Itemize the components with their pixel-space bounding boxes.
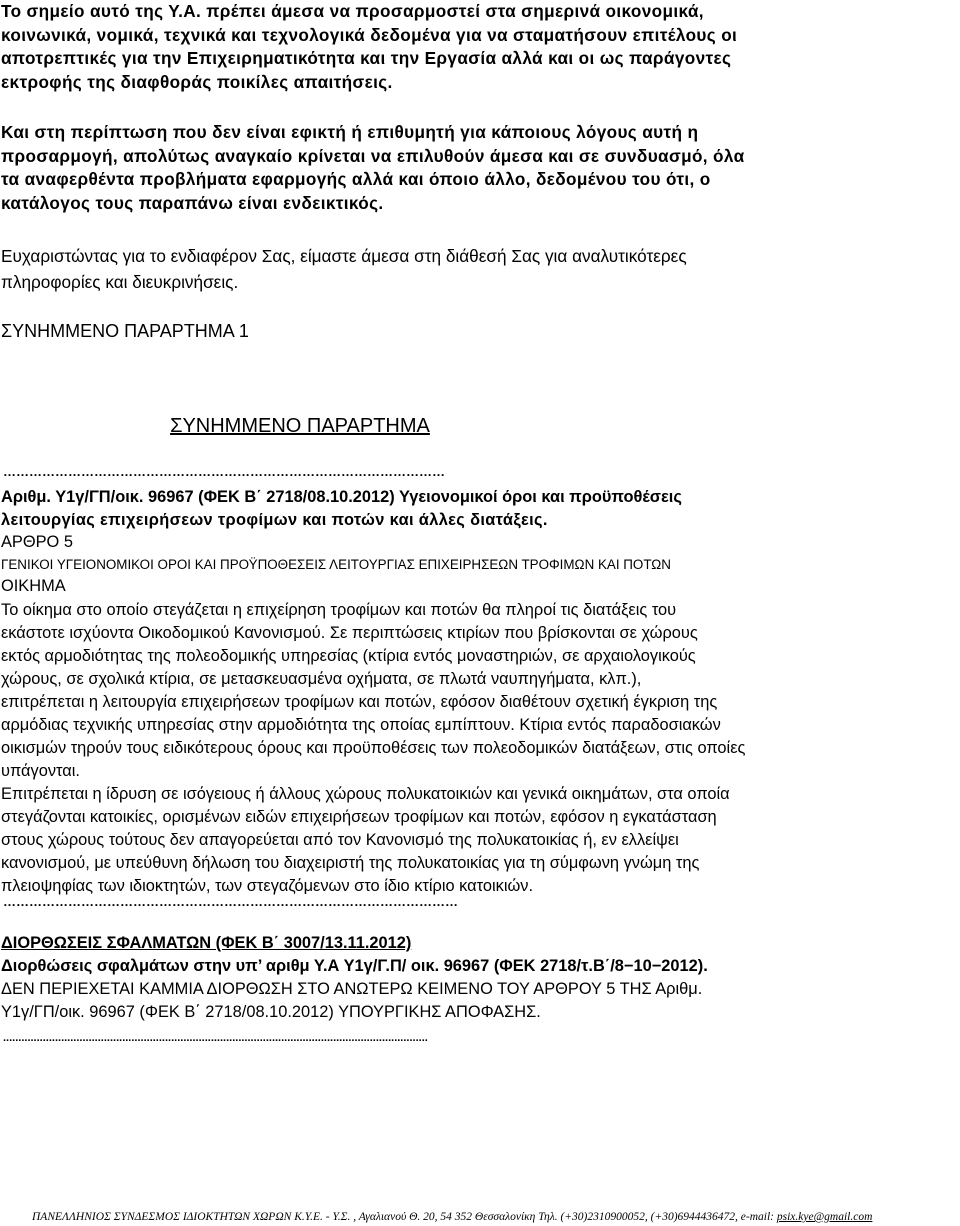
text-line: Το σημείο αυτό της Υ.Α. πρέπει άμεσα να προσαρμοστεί στα σημερινά οικονομικά, <box>1 1 704 21</box>
text-line: υπάγονται. <box>1 762 80 780</box>
text-line: στους χώρους τούτους δεν απαγορεύεται από τον Κανονισμό της πολυκατοικίας ή, εν ελλείψει <box>1 831 679 849</box>
text-line: κοινωνικά, νομικά, τεχνικά και τεχνολογικά δεδομένα για να σταματήσουν επιτέλους οι <box>1 24 738 45</box>
text-line: εκάστοτε ισχύοντα Οικοδομικού Κανονισμού. Σε περιπτώσεις κτιρίων που βρίσκονται σε χώρους <box>1 624 698 642</box>
text-line: Το οίκημα στο οποίο στεγάζεται η επιχείρηση τροφίμων και ποτών θα πληροί τις διατάξεις του <box>1 601 677 619</box>
corrections-title: ΔΙΟΡΘΩΣΕΙΣ ΣΦΑΛΜΑΤΩΝ (ΦΕΚ Β΄ 3007/13.11.2012) <box>1 934 412 952</box>
article-number: ΑΡΘΡΟ 5 <box>1 533 73 551</box>
legal-reference <box>1 486 957 532</box>
text-line: αποτρεπτικές για την Επιχειρηματικότητα και την Εργασία αλλά και οι ως παράγοντες <box>1 48 732 69</box>
footer-email-link[interactable]: psix.kye@gmail.com <box>776 1211 873 1223</box>
text-line: προσαρμογή, απολύτως αναγκαίο κρίνεται να επιλυθούν άμεσα και σε συνδυασμό, όλα <box>1 145 745 166</box>
text-line: τα αναφερθέντα προβλήματα εφαρμογής αλλά και όποιο άλλο, δεδομένου του ότι, ο <box>1 169 711 190</box>
page-footer <box>32 1210 958 1224</box>
text-line: επιτρέπεται η λειτουργία επιχειρήσεων τροφίμων και ποτών, εφόσον διαθέτουν σχετική έγκριση της <box>1 693 718 711</box>
text-line: Επιτρέπεται η ίδρυση σε ισόγειους ή άλλους χώρους πολυκατοικιών και γενικά οικημάτων, στα οποία <box>1 785 730 803</box>
text-line: Αριθμ. Υ1γ/ΓΠ/οικ. 96967 (ΦΕΚ Β΄ 2718/08.10.2012) Υγειονομικοί όροι και προϋποθέσεις <box>1 488 682 506</box>
text-line: λειτουργίας επιχειρήσεων τροφίμων και ποτών και άλλες διατάξεις. <box>1 511 548 529</box>
text-line: οικισμών τηρούν τους ειδικότερους όρους και προϋποθέσεις των πολεοδομικών διατάξεων, στις οποίες <box>1 739 746 757</box>
text-line: κανονισμού, με υπεύθυνη δήλωση του διαχειριστή της πολυκατοικίας για τη σύμφωνη γνώμη της <box>1 854 700 872</box>
thanks-paragraph <box>1 243 957 295</box>
second-paragraph <box>1 121 957 216</box>
text-line: αρμόδιας τεχνικής υπηρεσίας στην αρμοδιότητα της οποίας εμπίπτουν. Κτίρια εντός παραδοσιακών <box>1 716 721 734</box>
intro-paragraph <box>1 0 957 95</box>
text-line: ΔΕΝ ΠΕΡΙΕΧΕΤΑΙ ΚΑΜΜΙΑ ΔΙΟΡΘΩΣΗ ΣΤΟ ΑΝΩΤΕΡΩ ΚΕΙΜΕΝΟ ΤΟΥ ΑΡΘΡΟΥ 5 ΤΗΣ Αριθμ. <box>1 980 703 998</box>
dotted-separator: …………………………………………………………………………………………… <box>3 894 458 909</box>
text-line: Υ1γ/ΓΠ/οικ. 96967 (ΦΕΚ Β΄ 2718/08.10.2012) ΥΠΟΥΡΓΙΚΗΣ ΑΠΟΦΑΣΗΣ. <box>1 1003 541 1021</box>
annex-title: ΣΥΝΗΜΜΕΝΟ ΠΑΡΑΡΤΗΜΑ <box>170 415 430 437</box>
article-body <box>1 599 957 898</box>
article-5 <box>1 531 957 898</box>
dotted-separator: ………………………………………………………………………………………… <box>3 464 445 479</box>
article-subheading: ΟΙΚΗΜΑ <box>1 577 66 595</box>
text-line: εκτός αρμοδιότητας της πολεοδομικής υπηρεσίας (κτίρια εντός μοναστηριών, σε αρχαιολογικούς <box>1 647 696 665</box>
article-heading: ΓΕΝΙΚΟΙ ΥΓΕΙΟΝΟΜΙΚΟΙ ΟΡΟΙ ΚΑΙ ΠΡΟΫΠΟΘΕΣΕΙΣ ΛΕΙΤΟΥΡΓΙΑΣ ΕΠΙΧΕΙΡΗΣΕΩΝ ΤΡΟΦΙΜΩΝ ΚΑΙ ΠΟΤΩΝ <box>1 557 671 572</box>
footer-text: ΠΑΝΕΛΛΗΝΙΟΣ ΣΥΝΔΕΣΜΟΣ ΙΔΙΟΚΤΗΤΩΝ ΧΩΡΩΝ Κ.Υ.Ε. - Υ.Σ. , Αγαλιανού Θ. 20, 54 352 Θεσσαλονίκη Τηλ. (+30)2310900052, (+30)6944436472, e-mail: <box>32 1211 777 1223</box>
dotted-separator: ........................................................................................................................................... <box>3 1032 428 1044</box>
corrections-subtitle: Διορθώσεις σφαλμάτων στην υπ’ αριθμ Υ.Α Υ1γ/Γ.Π/ οικ. 96967 (ΦΕΚ 2718/τ.Β΄/8−10−2012). <box>1 957 708 975</box>
text-line: Ευχαριστώντας για το ενδιαφέρον Σας, είμαστε άμεσα στη διάθεσή Σας για αναλυτικότερες <box>1 246 687 266</box>
text-line: στεγάζονται κατοικίες, ορισμένων ειδών επιχειρήσεων τροφίμων και ποτών, εφόσον η εγκατάσταση <box>1 808 717 826</box>
text-line: κατάλογος τους παραπάνω είναι ενδεικτικός. <box>1 193 384 214</box>
corrections-section <box>1 932 957 1024</box>
text-line: χώρους, σε σχολικά κτίρια, σε μετασκευασμένα οχήματα, σε πλωτά ναυπηγήματα, κλπ.), <box>1 670 642 688</box>
text-line: Και στη περίπτωση που δεν είναι εφικτή ή επιθυμητή για κάποιους λόγους αυτή η <box>1 122 699 142</box>
text-line: πληροφορίες και διευκρινήσεις. <box>1 272 239 292</box>
text-line: πλειοψηφίας των ιδιοκτητών, των στεγαζόμενων στο ίδιο κτίριο κατοικιών. <box>1 877 534 895</box>
text-line: εκτροφής της διαφθοράς ποικίλες απαιτήσεις. <box>1 72 393 93</box>
annex-1-heading: ΣΥΝΗΜΜΕΝΟ ΠΑΡΑΡΤΗΜΑ 1 <box>1 321 249 341</box>
